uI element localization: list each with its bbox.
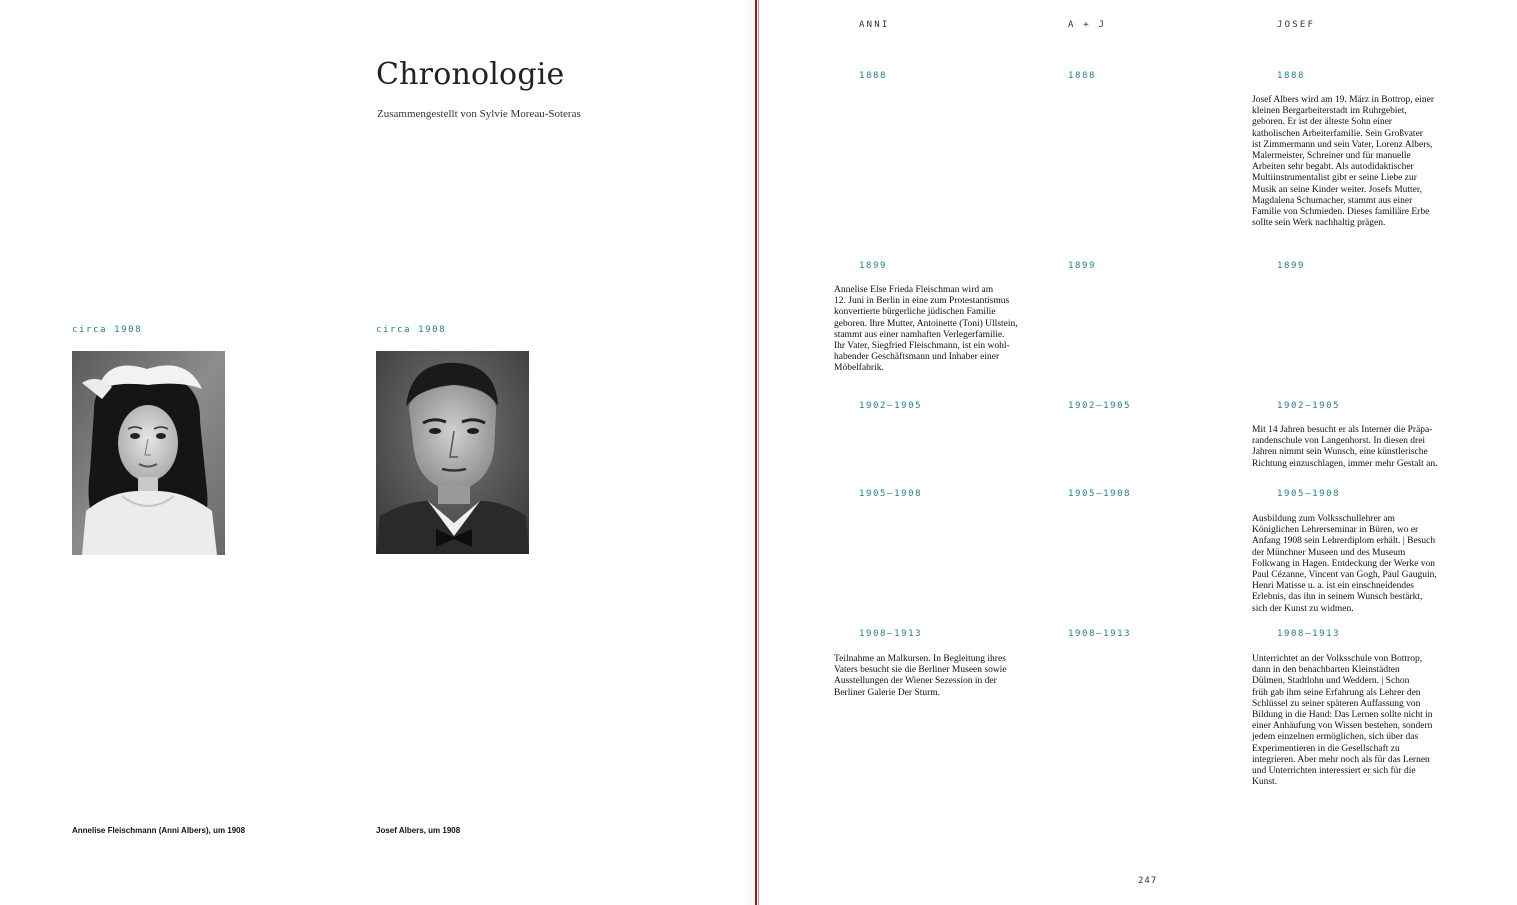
column-header-anni: ANNI: [859, 20, 890, 30]
gutter-shadow: [740, 0, 755, 905]
year-label-anni: 1905–1908: [859, 489, 923, 499]
spine-line-light: [758, 0, 759, 905]
year-label-josef: 1908–1913: [1277, 629, 1341, 639]
portrait-josef-photo: [376, 351, 529, 554]
portrait-anni-drawing: [72, 351, 225, 555]
entry-anni-1908-1913: Teilnahme an Malkursen. In Begleitung ihres Vaters besucht sie die Berliner Museen sowie Ausstellungen der Wiener Sezession in der Berliner Galerie Der Sturm.: [834, 654, 1007, 698]
year-label-anni: 1908–1913: [859, 629, 923, 639]
year-label-aj: 1899: [1068, 261, 1097, 271]
entry-josef-1908-1913: Unterrichtet an der Volksschule von Bottrop, dann in den benachbarten Kleinstädten Dülmen, Stadtlohn und Weddern. | Schon früh gab ihm seine Erfahrung als Lehrer den Schlüssel zu seiner späteren Auffassung von Bildung in die Hand: Das Lernen sollte nicht in einer Anhäufung von Wissen bestehen, sondern jedem einzelnen ermöglichen, sich über das Experimentieren in die Gesellschaft zu integrieren. Aber mehr noch als für das Lernen und Unterrichten interessiert er sich für die Kunst.: [1252, 654, 1433, 788]
page-number: 247: [1138, 876, 1158, 886]
entry-anni-1899: Annelise Else Frieda Fleischman wird am 12. Juni in Berlin in eine zum Protestantismus konvertierte bürgerliche jüdischen Familie geboren. Ihre Mutter, Antoinette (Toni) Ullstein, stammt aus einer namhaften Verlegerfamilie. Ihr Vater, Siegfried Fleischmann, ist ein wohl- habender Geschäftsmann und Inhaber einer Möbelfabrik.: [834, 285, 1018, 374]
year-label-aj: 1905–1908: [1068, 489, 1132, 499]
spine-line: [755, 0, 757, 905]
year-label-josef: 1899: [1277, 261, 1306, 271]
year-label-josef: 1902–1905: [1277, 401, 1341, 411]
year-label-anni: 1888: [859, 71, 888, 81]
year-label-josef: 1888: [1277, 71, 1306, 81]
photo-date-label-anni: circa 1908: [72, 325, 143, 335]
photo-date-label-josef: circa 1908: [376, 325, 447, 335]
entry-josef-1888: Josef Albers wird am 19. März in Bottrop, einer kleinen Bergarbeiterstadt im Ruhrgebiet, geboren. Er ist der älteste Sohn einer katholischen Arbeiterfamilie. Sein Großvater ist Zimmermann und sein Vater, Lorenz Albers, Malermeister, Schreiner und für manuelle Arbeiten sehr begabt. Als autodidaktischer Multiinstrumentalist gibt er seine Liebe zur Musik an seine Kinder weiter. Josefs Mutter, Magdalena Schumacher, stammt aus einer Familie von Schmieden. Dieses familiäre Erbe sollte sein Werk nachhaltig prägen.: [1252, 95, 1435, 229]
column-header-aj: A + J: [1068, 20, 1107, 30]
year-label-aj: 1908–1913: [1068, 629, 1132, 639]
year-label-josef: 1905–1908: [1277, 489, 1341, 499]
year-label-aj: 1888: [1068, 71, 1097, 81]
page-subtitle: Zusammengestellt von Sylvie Moreau-Soteras: [377, 108, 581, 120]
column-header-josef: JOSEF: [1277, 20, 1316, 30]
page-title: Chronologie: [376, 57, 565, 92]
year-label-anni: 1899: [859, 261, 888, 271]
entry-josef-1905-1908: Ausbildung zum Volksschullehrer am Königlichen Lehrerseminar in Büren, wo er Anfang 1908 sein Lehrerdiplom erhält. | Besuch der Münchner Museen und des Museum Folkwang in Hagen. Entdeckung der Werke von Paul Cézanne, Vincent van Gogh, Paul Gauguin, Henri Matisse u. a. ist ein einschneidendes Erlebnis, das ihn in seinem Wunsch bestärkt, sich der Kunst zu widmen.: [1252, 514, 1437, 614]
year-label-aj: 1902–1905: [1068, 401, 1132, 411]
entry-josef-1902-1905: Mit 14 Jahren besucht er als Interner die Präpa- randenschule von Langenhorst. In diesen drei Jahren nimmt sein Wunsch, eine künstlerische Richtung einzuschlagen, immer mehr Gestalt an.: [1252, 425, 1438, 469]
photo-caption-josef: Josef Albers, um 1908: [376, 826, 461, 835]
portrait-josef-drawing: [376, 351, 529, 554]
photo-caption-anni: Annelise Fleischmann (Anni Albers), um 1908: [72, 826, 246, 835]
year-label-anni: 1902–1905: [859, 401, 923, 411]
portrait-anni-photo: [72, 351, 225, 555]
